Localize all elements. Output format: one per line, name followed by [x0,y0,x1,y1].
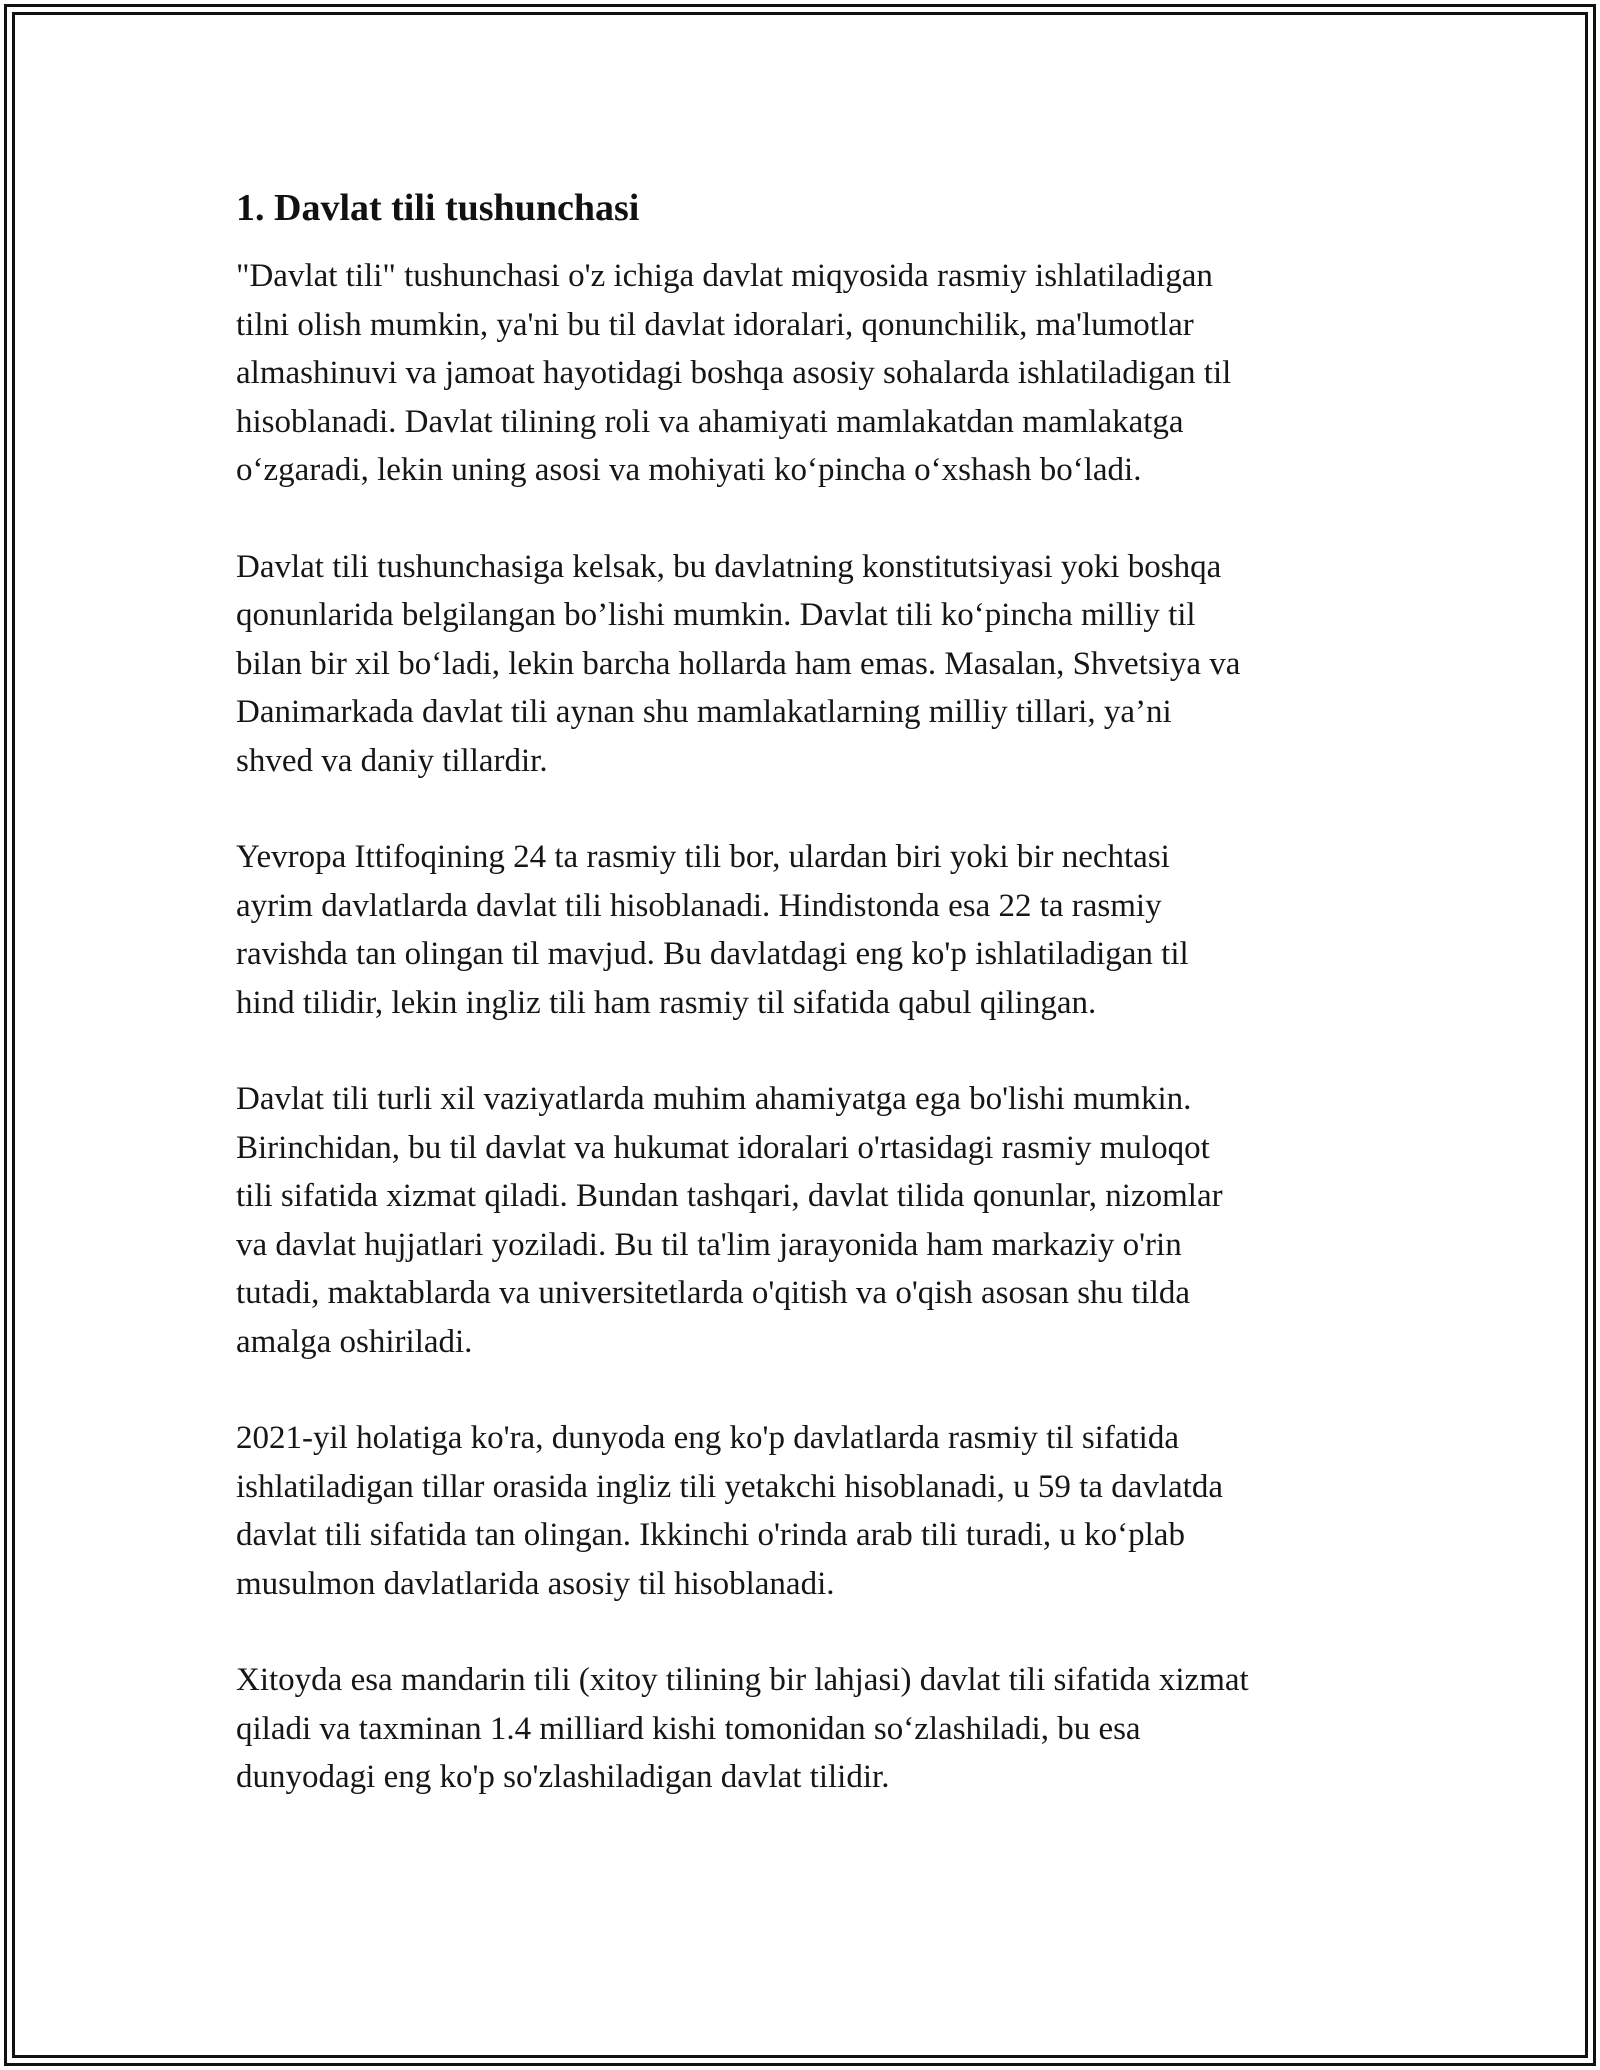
text-line: tutadi, maktablarda va universitetlarda o'qitish va o'qish asosan shu tilda [236,1275,1191,1311]
section-heading: 1. Davlat tili tushunchasi [236,187,640,229]
text-line: va davlat hujjatlari yoziladi. Bu til ta'lim jarayonida ham markaziy o'rin [236,1226,1182,1263]
paragraph-2 [236,543,1376,786]
text-line: bilan bir xil bo‘ladi, lekin barcha hollarda ham emas. Masalan, Shvetsiya va [236,645,1241,682]
paragraph-3 [236,833,1376,1027]
text-line: hind tilidir, lekin ingliz tili ham rasmiy til sifatida qabul qilingan. [236,984,1097,1021]
text-line: tilni olish mumkin, ya'ni bu til davlat idoralari, qonunchilik, ma'lumotlar [236,306,1194,343]
text-line: Yevropa Ittifoqining 24 ta rasmiy tili bor, ulardan biri yoki bir nechtasi [236,839,1170,875]
paragraph-6 [236,1656,1376,1802]
text-line: Davlat tili turli xil vaziyatlarda muhim ahamiyatga ega bo'lishi mumkin. [236,1081,1192,1117]
paragraph-4 [236,1075,1376,1366]
text-line: shved va daniy tillardir. [236,742,548,779]
text-line: musulmon davlatlarida asosiy til hisoblanadi. [236,1565,835,1602]
text-line: almashinuvi va jamoat hayotidagi boshqa asosiy sohalarda ishlatiladigan til [236,355,1232,391]
text-line: 2021-yil holatiga ko'ra, dunyoda eng ko'p davlatlarda rasmiy til sifatida [236,1420,1179,1456]
text-line: tili sifatida xizmat qiladi. Bundan tashqari, davlat tilida qonunlar, nizomlar [236,1178,1223,1214]
text-line: hisoblanadi. Davlat tilining roli va ahamiyati mamlakatdan mamlakatga [236,403,1184,440]
paragraph-1 [236,252,1376,495]
text-line: Birinchidan, bu til davlat va hukumat idoralari o'rtasidagi rasmiy muloqot [236,1129,1210,1166]
text-line: Davlat tili tushunchasiga kelsak, bu davlatning konstitutsiyasi yoki boshqa [236,548,1222,585]
paragraph-5 [236,1414,1376,1608]
text-line: ayrim davlatlarda davlat tili hisoblanadi. Hindistonda esa 22 ta rasmiy [236,887,1162,924]
text-line: o‘zgaradi, lekin uning asosi va mohiyati ko‘pincha o‘xshash bo‘ladi. [236,452,1142,488]
text-line: ravishda tan olingan til mavjud. Bu davlatdagi eng ko'p ishlatiladigan til [236,936,1189,972]
text-line: qiladi va taxminan 1.4 milliard kishi tomonidan so‘zlashiladi, bu esa [236,1710,1141,1747]
text-line: "Davlat tili" tushunchasi o'z ichiga davlat miqyosida rasmiy ishlatiladigan [236,258,1213,294]
text-line: qonunlarida belgilangan bo’lishi mumkin. Davlat tili ko‘pincha milliy til [236,597,1196,633]
text-line: Xitoyda esa mandarin tili (xitoy tilining bir lahjasi) davlat tili sifatida xizmat [236,1662,1249,1698]
text-line: ishlatiladigan tillar orasida ingliz tili yetakchi hisoblanadi, u 59 ta davlatda [236,1468,1223,1505]
document-body [236,186,1376,1850]
text-line: amalga oshiriladi. [236,1323,473,1360]
text-line: Danimarkada davlat tili aynan shu mamlakatlarning milliy tillari, ya’ni [236,694,1172,730]
text-line: dunyodagi eng ko'p so'zlashiladigan davlat tilidir. [236,1759,890,1795]
text-line: davlat tili sifatida tan olingan. Ikkinchi o'rinda arab tili turadi, u ko‘plab [236,1517,1185,1553]
